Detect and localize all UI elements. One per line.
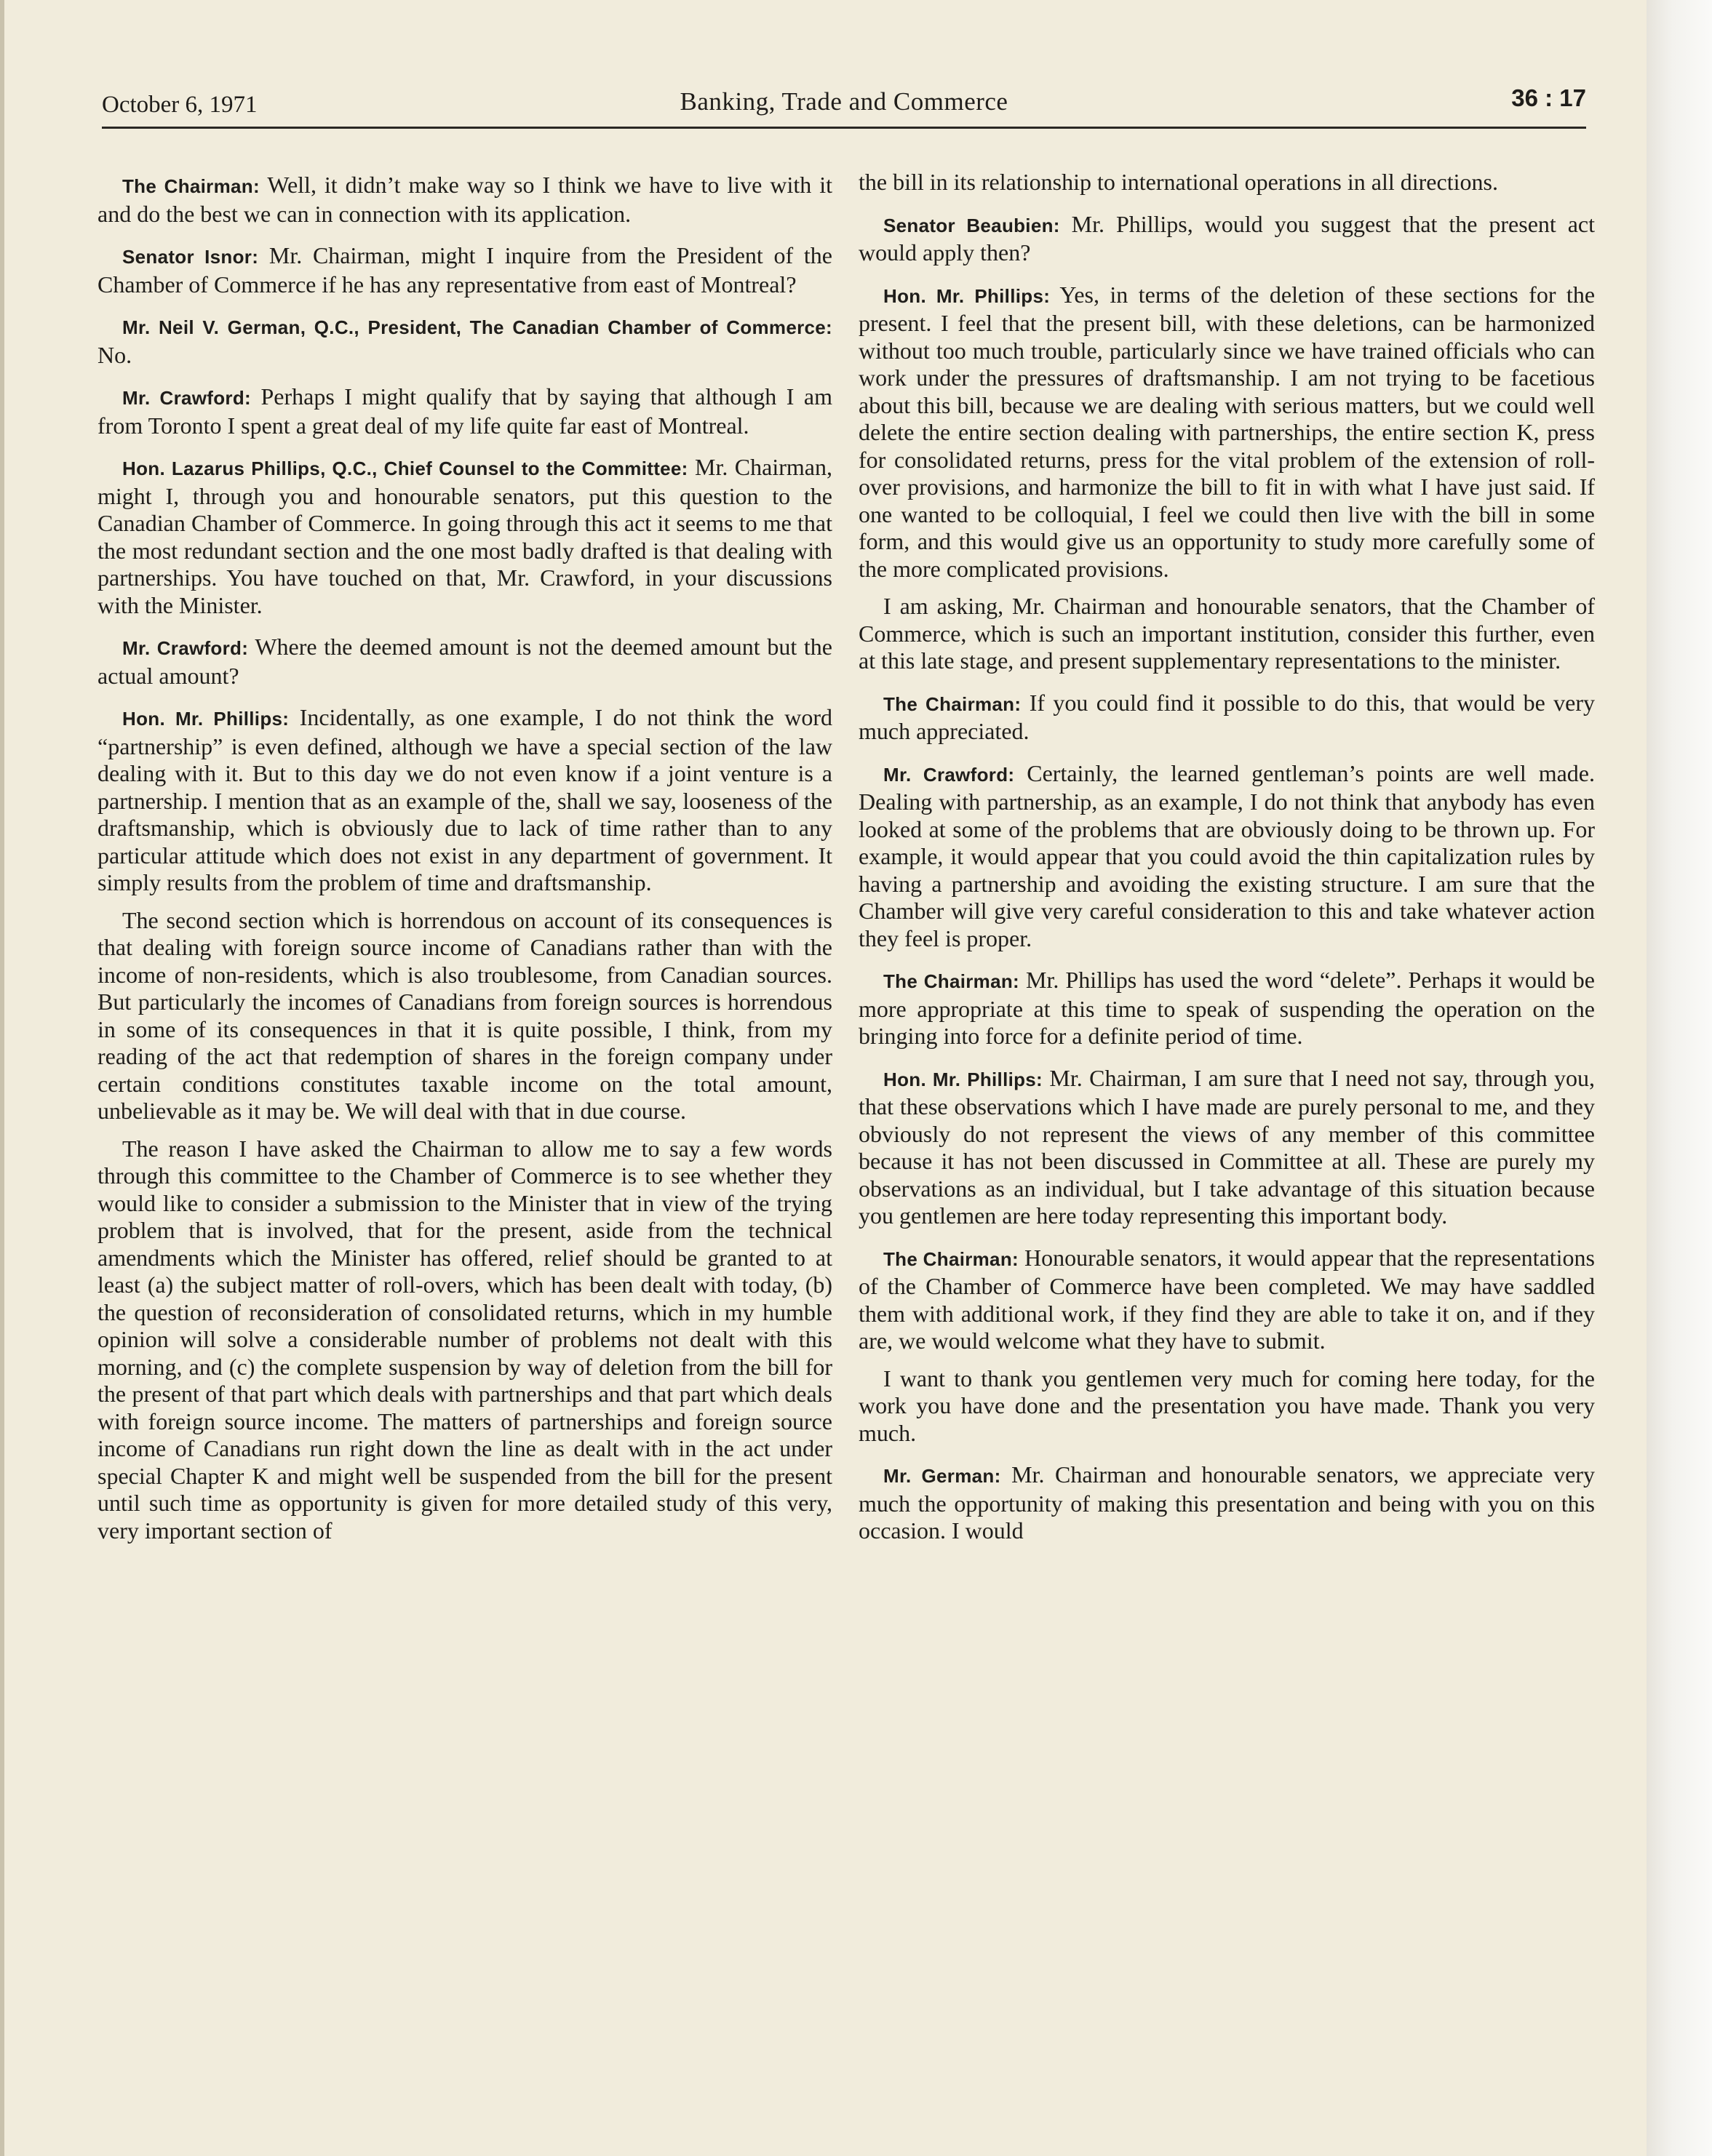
speaker-name: The Chairman: xyxy=(883,1247,1019,1270)
left-column xyxy=(97,172,832,1559)
page-number: 36 : 17 xyxy=(1511,84,1586,111)
speaker-paragraph xyxy=(859,1245,1595,1355)
paragraph-text: The reason I have asked the Chairman to allow me to say a few words through this committee to the Chamber of Commerce is to see whether they would like to consider a submission to the Minister that in view of the trying problem that is involved, that for the present, aside from the technical amendments which the Minister has offered, relief should be granted to at least (a) the subject matter of roll-overs, which has been dealt with today, (b) the question of reconsideration of consolidated returns, which in my humble opinion will solve a considerable number of problems not dealt with this morning, and (c) the complete suspension by way of deletion from the bill for the present of that part which deals with partnerships and that part which deals with foreign source income. The matters of partnerships and foreign source income of Canadians run right down the line as dealt with in the act under special Chapter K and might well be suspended from the bill for the present until such time as opportunity is given for more detailed study of this very, very important section of xyxy=(97,1135,832,1544)
paragraph-text: If you could find it possible to do this, that would be very much appreciated. xyxy=(859,689,1596,744)
speaker-paragraph xyxy=(97,313,832,369)
right-column xyxy=(859,169,1595,1560)
speaker-name: Senator Beaubien: xyxy=(883,214,1060,236)
speaker-paragraph xyxy=(97,454,832,619)
speaker-paragraph xyxy=(859,690,1595,746)
paragraph-text: Mr. Phillips, would you suggest that the present act would apply then? xyxy=(859,210,1596,265)
paragraph-text: Honourable senators, it would appear that the representations of the Chamber of Commerce have been completed. We may have saddled them with additional work, if they find they are able to take it on, and if they are, we would welcome what they have to submit. xyxy=(859,1244,1596,1354)
speaker-paragraph xyxy=(859,1461,1595,1545)
speaker-name: Hon. Lazarus Phillips, Q.C., Chief Counsel to the Committee: xyxy=(122,458,688,479)
speaker-name: The Chairman: xyxy=(883,692,1022,715)
paragraph xyxy=(97,907,832,1125)
paragraph-text: I want to thank you gentlemen very much for coming here today, for the work you have done and the presentation you have made. Thank you very much. xyxy=(859,1365,1595,1446)
paragraph-text: Where the deemed amount is not the deemed amount but the actual amount? xyxy=(97,634,833,689)
page-left-edge xyxy=(0,0,4,2156)
speaker-name: Mr. German: xyxy=(883,1465,1001,1487)
paragraph-text: Certainly, the learned gentleman’s points are well made. Dealing with partnership, as an example, I do not think that anybody has even looked at some of the problems that are obviously doing to be thrown up. For example, it would appear that you could avoid the thin capitalization rules by having a partnership and avoiding the existing structure. I am sure that the Chamber will give very careful consideration to this and take whatever action they feel is proper. xyxy=(859,759,1596,951)
running-header xyxy=(102,81,1586,129)
paragraph-text: Incidentally, as one example, I do not think the word “partnership” is even defined, although we have a special section of the law dealing with it. But to this day we do not even know if a joint venture is a partnership. I mention that as an example of the, shall we say, looseness of the draftsmanship, which is obviously due to lack of time rather than to any particular attitude which does not exist in any department of government. It simply results from the problem of time and draftsmanship. xyxy=(97,704,833,895)
speaker-name: Mr. Crawford: xyxy=(122,637,249,659)
speaker-paragraph xyxy=(859,967,1595,1050)
speaker-name: Senator Isnor: xyxy=(122,246,259,268)
paragraph-text: Mr. Phillips has used the word “delete”. Perhaps it would be more appropriate at this time to speak of suspending the operation on the bringing into force for a definite period of time. xyxy=(859,967,1596,1049)
paragraph xyxy=(859,593,1595,675)
speaker-name: Hon. Mr. Phillips: xyxy=(122,708,290,730)
paragraph-text: I am asking, Mr. Chairman and honourable senators, that the Chamber of Commerce, which is such an important institution, consider this further, even at this late stage, and present supplementary representations to the minister. xyxy=(859,593,1595,674)
speaker-paragraph xyxy=(859,211,1595,267)
paragraph-text: Mr. Chairman, might I inquire from the President of the Chamber of Commerce if he has any representative from east of Montreal? xyxy=(97,242,832,298)
speaker-paragraph xyxy=(97,172,832,228)
header-date: October 6, 1971 xyxy=(102,92,258,118)
paragraph-text: No. xyxy=(97,341,132,368)
speaker-name: Hon. Mr. Phillips: xyxy=(883,1068,1043,1090)
paragraph-text: the bill in its relationship to international operations in all directions. xyxy=(859,169,1498,195)
paragraph-text: Perhaps I might qualify that by saying that although I am from Toronto I spent a great deal of my life quite far east of Montreal. xyxy=(97,383,832,439)
speaker-paragraph xyxy=(97,383,832,439)
speaker-paragraph xyxy=(97,634,832,690)
paragraph-text: Well, it didn’t make way so I think we have to live with it and do the best we can in connection with its application. xyxy=(97,172,833,227)
speaker-paragraph xyxy=(859,760,1595,953)
speaker-name: Hon. Mr. Phillips: xyxy=(883,284,1051,307)
speaker-paragraph xyxy=(97,242,832,298)
speaker-paragraph xyxy=(859,1065,1595,1230)
header-title: Banking, Trade and Commerce xyxy=(680,87,1008,116)
speaker-name: Mr. Crawford: xyxy=(122,387,251,409)
speaker-paragraph xyxy=(97,704,832,897)
paragraph-text: The second section which is horrendous on account of its consequences is that dealing with foreign source income of Canadians rather than with the income of non-residents, which is also troublesome, from Canadian sources. But particularly the incomes of Canadians from foreign sources is horrendous in some of its consequences in that it is quite possible, I think, from my reading of the act that redemption of shares in the foreign company under certain conditions constitutes taxable income on the total amount, unbelievable as it may be. We will deal with that in due course. xyxy=(97,906,832,1124)
paragraph xyxy=(859,169,1595,196)
speaker-name: The Chairman: xyxy=(883,970,1019,992)
speaker-name: Mr. Neil V. German, Q.C., President, The Canadian Chamber of Commerce: xyxy=(122,316,832,338)
paragraph-text: Mr. Chairman and honourable senators, we appreciate very much the opportunity of making this presentation and being with you on this occasion. I would xyxy=(859,1461,1596,1544)
paragraph-text: Mr. Chairman, might I, through you and honourable senators, put this question to the Canadian Chamber of Commerce. In going through this act it seems to me that the most redundant section and the one most badly drafted is that dealing with partnerships. You have touched on that, Mr. Crawford, in your discussions with the Minister. xyxy=(97,454,832,618)
page-right-edge xyxy=(1647,0,1712,2156)
speaker-name: Mr. Crawford: xyxy=(883,763,1015,786)
paragraph-text: Yes, in terms of the deletion of these sections for the present. I feel that the present bill, with these deletions, can be harmonized without too much trouble, particularly since we have trained officials who can work under the pressures of draftsmanship. I am not trying to be facetious about this bill, because we are dealing with serious matters, but we could well delete the entire section dealing with partnerships, the entire section K, press for consolidated returns, press for the vital problem of the extension of roll-over provisions, and harmonize the bill to fit in with what I have just said. If one wanted to be colloquial, I feel we could then live with the bill in some form, and this would give us an opportunity to study more carefully some of the more complicated provisions. xyxy=(859,281,1596,582)
paragraph xyxy=(859,1365,1595,1448)
paragraph-text: Mr. Chairman, I am sure that I need not say, through you, that these observations which I have made are purely personal to me, and they obviously do not represent the views of any member of this committee because it has not been discussed in Committee at all. These are purely my observations as an individual, but I take advantage of this situation because you gentlemen are here today representing this important body. xyxy=(859,1064,1596,1229)
paragraph xyxy=(97,1135,832,1545)
speaker-name: The Chairman: xyxy=(122,175,260,197)
speaker-paragraph xyxy=(859,282,1595,583)
